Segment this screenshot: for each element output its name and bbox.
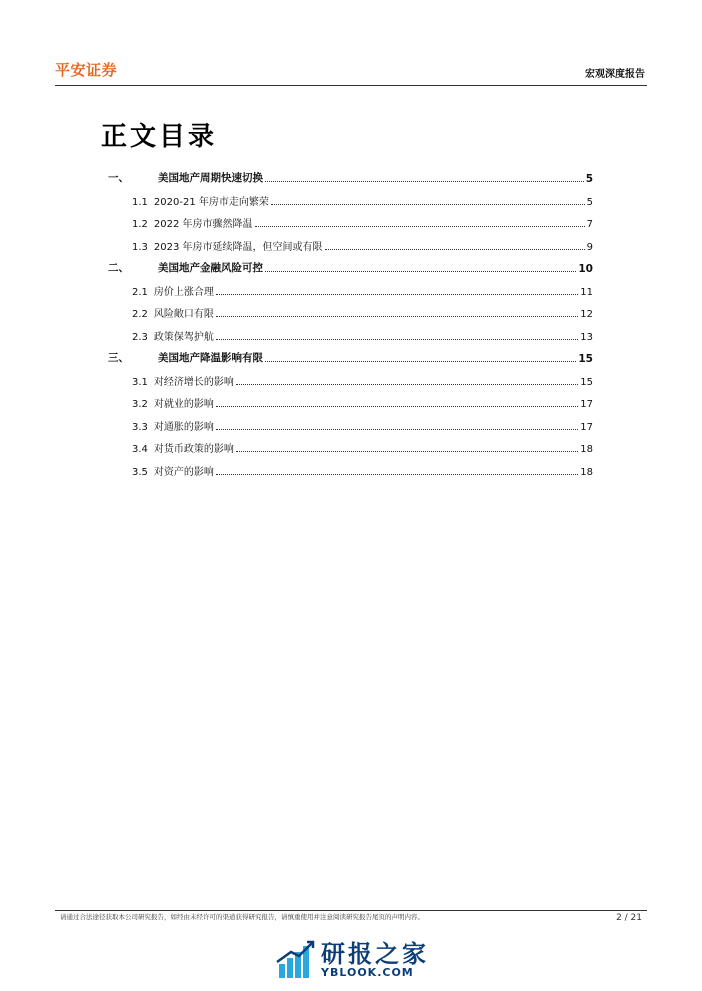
toc-entry-label: 对资产的影响 (153, 467, 214, 478)
toc-entry-label: 对货币政策的影响 (153, 444, 234, 455)
toc-entry-number: 1.1 (132, 197, 148, 208)
toc-entry-page: 7 (586, 219, 593, 230)
toc-entry-number: 1.3 (132, 242, 148, 253)
watermark-en: YBLOOK.COM (321, 965, 414, 979)
toc-entry-number: 三、 (108, 352, 129, 364)
toc-entry-number: 二、 (108, 262, 129, 274)
toc-leader-dots (325, 249, 585, 250)
toc-entry-label: 对通胀的影响 (153, 422, 214, 433)
watermark (275, 940, 429, 980)
header-divider (55, 85, 647, 86)
toc-entry-page: 17 (580, 422, 593, 433)
toc-entry-label: 风险敞口有限 (153, 309, 214, 320)
toc-entry-2-2[interactable] (132, 302, 593, 320)
brand-logo: 平安证券 (55, 61, 118, 79)
toc-entry-number: 1.2 (132, 219, 148, 230)
toc-entry-page: 18 (580, 467, 593, 478)
footer-divider (55, 910, 647, 911)
toc-entry-2-1[interactable] (132, 280, 593, 298)
toc-entry-number: 2.1 (132, 287, 148, 298)
toc-title: 正文目录 (101, 122, 218, 152)
toc-leader-dots (271, 204, 585, 205)
toc-entry-page: 17 (580, 399, 593, 410)
toc-entry-3-4[interactable] (132, 437, 593, 455)
toc-leader-dots (236, 451, 578, 452)
toc-entry-label: 政策保驾护航 (153, 332, 214, 343)
toc-leader-dots (216, 294, 578, 295)
toc-entry-number: 3.3 (132, 422, 148, 433)
toc-entry-page: 11 (580, 287, 593, 298)
watermark-cn: 研报之家 (321, 939, 429, 968)
toc-entry-page: 5 (585, 173, 593, 185)
toc-leader-dots (216, 406, 578, 407)
toc-entry-number: 2.2 (132, 309, 148, 320)
toc-entry-page: 9 (586, 242, 593, 253)
toc-entry-page: 5 (586, 197, 593, 208)
toc-entry-page: 15 (580, 377, 593, 388)
toc-leader-dots (216, 429, 578, 430)
toc-entry-1-1[interactable] (132, 190, 593, 208)
toc-entry-page: 12 (580, 309, 593, 320)
toc-entry-3-2[interactable] (132, 392, 593, 410)
toc-leader-dots (255, 226, 585, 227)
footer-disclaimer: 请通过合法途径获取本公司研究报告，如经由未经许可的渠道获得研究报告，请慎重使用并注意阅读研究报告尾页的声明内容。 (60, 913, 424, 921)
toc-leader-dots (236, 384, 578, 385)
toc-entry-label: 美国地产降温影响有限 (158, 352, 263, 364)
toc-entry-section-3[interactable] (108, 347, 593, 365)
toc-entry-3-5[interactable] (132, 460, 593, 478)
toc-entry-section-1[interactable] (108, 167, 593, 185)
toc-entry-page: 18 (580, 444, 593, 455)
toc-entry-number: 一、 (108, 172, 129, 184)
toc-entry-label: 2022 年房市骤然降温 (153, 219, 253, 230)
toc-entry-label: 美国地产金融风险可控 (158, 262, 263, 274)
toc-entry-number: 3.2 (132, 399, 148, 410)
toc-entry-label: 2020-21 年房市走向繁荣 (153, 197, 269, 208)
bar-chart-icon (275, 940, 315, 980)
page-indicator: 2 / 21 (616, 913, 642, 923)
toc-leader-dots (265, 361, 576, 362)
toc-entry-3-3[interactable] (132, 415, 593, 433)
toc-entry-label: 2023 年房市延续降温，但空间或有限 (153, 242, 323, 253)
toc-entry-label: 对经济增长的影响 (153, 377, 234, 388)
toc-leader-dots (265, 181, 584, 182)
toc-entry-number: 2.3 (132, 332, 148, 343)
toc-leader-dots (265, 271, 576, 272)
toc-entry-number: 3.1 (132, 377, 148, 388)
toc-leader-dots (216, 316, 578, 317)
toc-entry-2-3[interactable] (132, 325, 593, 343)
toc-entry-label: 美国地产周期快速切换 (158, 172, 263, 184)
toc-leader-dots (216, 339, 578, 340)
toc-entry-3-1[interactable] (132, 370, 593, 388)
report-type-label: 宏观深度报告 (585, 69, 645, 80)
toc-entry-1-3[interactable] (132, 235, 593, 253)
toc-leader-dots (216, 474, 578, 475)
toc-entry-section-2[interactable] (108, 257, 593, 275)
toc-entry-label: 对就业的影响 (153, 399, 214, 410)
toc-entry-number: 3.5 (132, 467, 148, 478)
toc-entry-1-2[interactable] (132, 212, 593, 230)
toc-entry-page: 10 (578, 263, 593, 275)
toc-entry-label: 房价上涨合理 (153, 287, 214, 298)
toc-entry-number: 3.4 (132, 444, 148, 455)
toc-entry-page: 13 (580, 332, 593, 343)
toc-entry-page: 15 (578, 353, 593, 365)
